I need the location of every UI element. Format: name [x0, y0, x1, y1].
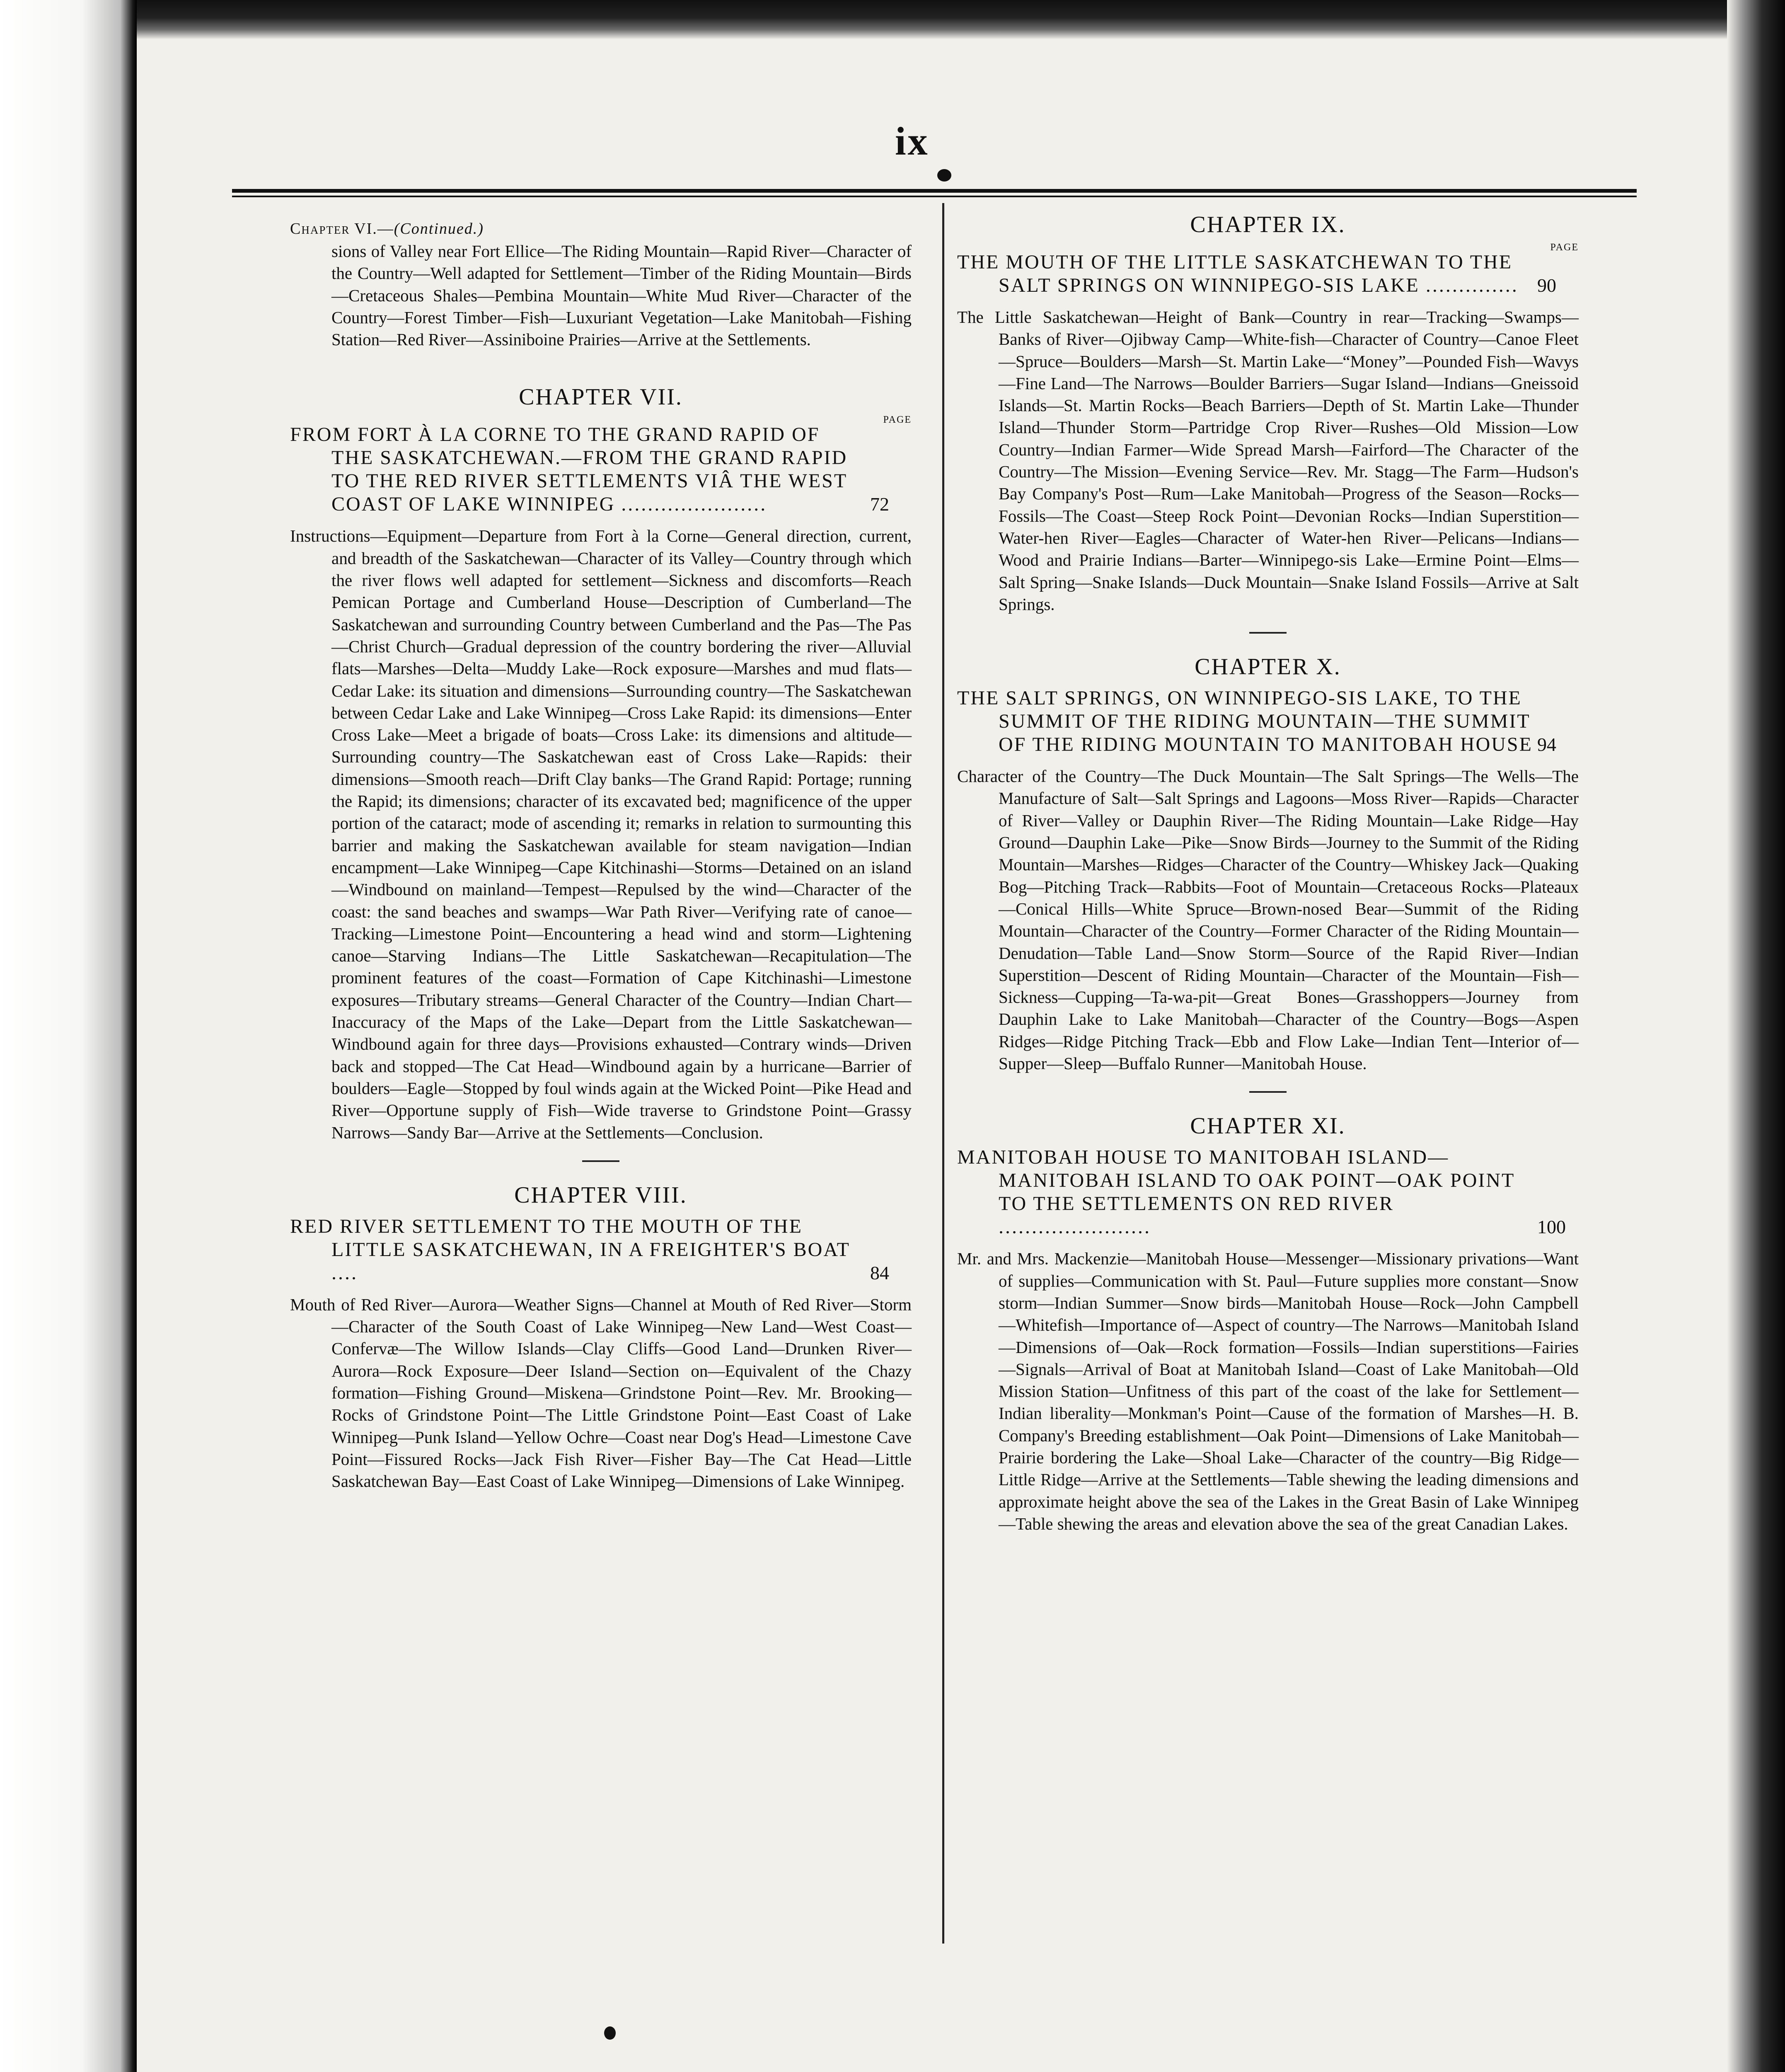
header-rule-thick	[232, 189, 1637, 193]
header-rule-thin	[232, 196, 1637, 197]
footer-dot	[604, 2026, 616, 2040]
chapter-synopsis: Mouth of Red River—Aurora—Weather Signs—Channel at Mouth of Red River—Storm—Character of the South Coast of Lake Winnipeg—New Land—West Coast—Confervæ—The Willow Islands—Clay Cliffs—Good Land—Drunken River—Aurora—Rock Exposure—Deer Island—Section on—Equivalent of the Chazy formation—Fishing Ground—Miskena—Grindstone Point—Rev. Mr. Brooking—Rocks of Grindstone Point—The Little Grindstone Point—East Coast of Lake Winnipeg—Punk Island—Yellow Ochre—Coast near Dog's Head—Limestone Cave Point—Fissured Rocks—Jack Fish River—Fisher Bay—The Cat Head—Little Saskatchewan Bay—East Coast of Lake Winnipeg—Dimensions of Lake Winnipeg.	[290, 1295, 912, 1491]
right-column	[957, 211, 1579, 1535]
chapter-title-text: MANITOBAH HOUSE TO MANITOBAH ISLAND—MANITOBAH ISLAND TO OAK POINT—OAK POINT TO THE SETTLEMENTS ON RED RIVER	[957, 1146, 1515, 1215]
page-number-dot	[937, 169, 951, 182]
scan-border-top	[137, 0, 1785, 39]
page-tag: PAGE	[883, 414, 912, 426]
chapter-title: THE SALT SPRINGS, ON WINNIPEGO-SIS LAKE, TO THE SUMMIT OF THE RIDING MOUNTAIN—THE SUMMIT OF THE RIDING MOUNTAIN TO MANITOBAH HOUSE 94	[957, 687, 1556, 756]
chapter-heading: CHAPTER VIII.	[514, 1182, 687, 1208]
chapter-viii	[290, 1182, 912, 1493]
dot-leader: ......................	[621, 493, 767, 516]
chapter-title: THE MOUTH OF THE LITTLE SASKATCHEWAN TO THE SALT SPRINGS ON WINNIPEGO-SIS LAKE .............. 90	[957, 251, 1556, 296]
chapter-x	[957, 654, 1579, 1075]
scan-border-left	[0, 0, 137, 2072]
page-number: ix	[895, 119, 929, 163]
chapter-heading: CHAPTER VII.	[519, 384, 683, 410]
chapter-ix	[957, 211, 1579, 615]
chapter-title-text: RED RIVER SETTLEMENT TO THE MOUTH OF THE LITTLE SASKATCHEWAN, IN A FREIGHTER'S BOAT	[290, 1215, 850, 1261]
scan-border-right	[1727, 0, 1785, 2072]
chapter-title: MANITOBAH HOUSE TO MANITOBAH ISLAND—MANITOBAH ISLAND TO OAK POINT—OAK POINT TO THE SETTLEMENTS ON RED RIVER ....................... 100	[957, 1146, 1566, 1238]
chapter-divider	[1249, 632, 1287, 634]
continued-heading	[290, 220, 912, 238]
chapter-heading: CHAPTER IX.	[1190, 212, 1346, 237]
dot-leader: ..............	[1425, 274, 1519, 296]
chapter-vii	[290, 384, 912, 1143]
dot-leader: .......................	[999, 1216, 1151, 1238]
continued-label-italic: (Continued.)	[394, 220, 484, 237]
chapter-title: RED RIVER SETTLEMENT TO THE MOUTH OF THE LITTLE SASKATCHEWAN, IN A FREIGHTER'S BOAT .... 84	[290, 1215, 889, 1284]
dot-leader: ....	[331, 1261, 358, 1284]
chapter-title-text: FROM FORT À LA CORNE TO THE GRAND RAPID OF THE SASKATCHEWAN.—FROM THE GRAND RAPID TO THE RED RIVER SETTLEMENTS VIÂ THE WEST COAST OF LAKE WINNIPEG	[290, 424, 848, 516]
chapter-title-text: THE MOUTH OF THE LITTLE SASKATCHEWAN TO THE SALT SPRINGS ON WINNIPEGO-SIS LAKE	[957, 251, 1513, 296]
chapter-title: FROM FORT À LA CORNE TO THE GRAND RAPID OF THE SASKATCHEWAN.—FROM THE GRAND RAPID TO THE RED RIVER SETTLEMENTS VIÂ THE WEST COAST OF LAKE WINNIPEG ...................... 72	[290, 424, 889, 516]
chapter-synopsis: Mr. and Mrs. Mackenzie—Manitobah House—Messenger—Missionary privations—Want of supplies—Communication with St. Paul—Future supplies more constant—Snow storm—Indian Summer—Snow birds—Manitobah House—Rock—John Campbell—Whitefish—Importance of—Aspect of country—The Narrows—Manitobah Island—Dimensions of—Oak—Rock formation—Fossils—Indian superstitions—Fairies—Signals—Arrival of Boat at Manitobah Island—Coast of Lake Manitobah—Old Mission Station—Unfitness of this part of the coast of the lake for Settlement—Indian liberality—Monkman's Point—Cause of the formation of Marshes—H. B. Company's Breeding establishment—Oak Point—Dimensions of Lake Manitobah—Prairie bordering the Lake—Shoal Lake—Character of the country—Big Ridge—Little Ridge—Arrive at the Settlements—Table shewing the leading dimensions and approximate height above the sea of the Lakes in the Great Basin of Lake Winnipeg—Table shewing the areas and elevation above the sea of the great Canadian Lakes.	[957, 1249, 1579, 1533]
chapter-xi	[957, 1113, 1579, 1535]
chapter-heading: CHAPTER XI.	[1190, 1113, 1346, 1139]
chapter-synopsis: The Little Saskatchewan—Height of Bank—Country in rear—Tracking—Swamps—Banks of River—Ojibway Camp—White-fish—Character of Country—Canoe Fleet—Spruce—Boulders—Marsh—St. Martin Lake—“Money”—Pounded Fish—Wavys—Fine Land—The Narrows—Boulder Barriers—Sugar Island—Indians—Gneissoid Islands—St. Martin Rocks—Beach Barriers—Depth of St. Martin Lake—Thunder Island—Thunder Storm—Partridge Crop River—Rushes—Old Mission—Low Country—Indian Farmer—Wide Spread Marsh—Fairford—The Character of the Country—The Mission—Evening Service—Rev. Mr. Stagg—The Farm—Hudson's Bay Company's Post—Rum—Lake Manitobah—Progress of the Season—Rocks—Fossils—The Coast—Steep Rock Point—Devonian Rocks—Indian Superstition—Water-hen River—Eagles—Character of Water-hen River—Pelicans—Indians—Wood and Prairie Indians—Barter—Winnipego-sis Lake—Ermine Point—Elms—Salt Spring—Snake Islands—Duck Mountain—Snake Island Fossils—Arrive at Salt Springs.	[957, 307, 1579, 614]
left-column	[290, 220, 912, 1492]
chapter-title-text: THE SALT SPRINGS, ON WINNIPEGO-SIS LAKE, TO THE SUMMIT OF THE RIDING MOUNTAIN—THE SUMMIT OF THE RIDING MOUNTAIN TO MANITOBAH HOUSE	[957, 687, 1533, 756]
chapter-divider	[582, 1160, 619, 1162]
chapter-synopsis: Instructions—Equipment—Departure from Fort à la Corne—General direction, current, and breadth of the Saskatchewan—Character of its Valley—Country through which the river flows well adapted for settlement—Sickness and discomforts—Reach Pemican Portage and Cumberland House—Description of Cumberland—The Saskatchewan and surrounding Country between Cumberland and the Pas—The Pas—Christ Church—Gradual depression of the country bordering the river—Alluvial flats—Marshes—Delta—Muddy Lake—Rock exposure—Marshes and mud flats—Cedar Lake: its situation and dimensions—Surrounding country—The Saskatchewan between Cedar Lake and Lake Winnipeg—Cross Lake Rapid: its dimensions—Enter Cross Lake—Meet a brigade of boats—Cross Lake: its dimensions and altitude—Surrounding country—The Saskatchewan east of Cross Lake—Rapids: their dimensions—Smooth reach—Drift Clay banks—The Grand Rapid: Portage; running the Rapid; its dimensions; character of its excavated bed; magnificence of the upper portion of the cataract; mode of ascending it; remarks in relation to surmounting this barrier and making the Saskatchewan available for steam navigation—Indian encampment—Lake Winnipeg—Cape Kitchinashi—Storms—Detained on an island—Windbound on mainland—Tempest—Repulsed by the wind—Character of the coast: the sand beaches and swamps—War Path River—Verifying rate of canoe—Tracking—Limestone Point—Encountering a head wind and storm—Lightening canoe—Starving Indians—The Little Saskatchewan—Recapitulation—The prominent features of the coast—Formation of Cape Kitchinashi—Limestone exposures—Tributary streams—General Character of the Country—Indian Chart—Inaccuracy of the Maps of the Lake—Depart from the Little Saskatchewan—Windbound again for three days—Provisions exhausted—Contrary winds—Driven back and stopped—The Cat Head—Windbound again by a hurricane—Barrier of boulders—Eagle—Stopped by foul winds again at the Wicked Point—Pike Head and River—Opportune supply of Fish—Wide traverse to Grindstone Point—Grassy Narrows—Sandy Bar—Arrive at the Settlements—Conclusion.	[290, 526, 912, 1142]
column-divider	[942, 203, 944, 1944]
continued-label: Chapter VI.—	[290, 220, 394, 237]
chapter-synopsis: Character of the Country—The Duck Mountain—The Salt Springs—The Wells—The Manufacture of Salt—Salt Springs and Lagoons—Moss River—Rapids—Character of River—Valley or Dauphin River—The Riding Mountain—Lake Ridge—Hay Ground—Dauphin Lake—Pike—Snow Birds—Journey to the Summit of the Riding Mountain—Marshes—Ridges—Character of the Country—Whiskey Jack—Quaking Bog—Pitching Track—Rabbits—Foot of Mountain—Cretaceous Rocks—Plateaux—Conical Hills—White Spruce—Brown-nosed Bear—Summit of the Riding Mountain—Character of the Country—Former Character of the Riding Mountain—Denudation—Table Land—Snow Storm—Source of the Rapid River—Indian Superstition—Descent of Riding Mountain—Character of the Mountain—Fish—Sickness—Cupping—Ta-wa-pit—Great Bones—Grasshoppers—Journey from Dauphin Lake to Lake Manitobah—Character of the Country—Bogs—Aspen Ridges—Ridge Pitching Track—Ebb and Flow Lake—Indian Tent—Interior of—Supper—Sleep—Buffalo Runner—Manitobah House.	[957, 767, 1579, 1073]
chapter-heading: CHAPTER X.	[1195, 654, 1341, 680]
chapter-divider	[1249, 1091, 1287, 1093]
continued-synopsis: sions of Valley near Fort Ellice—The Riding Mountain—Rapid River—Character of the Country—Well adapted for Settlement—Timber of the Riding Mountain—Birds—Cretaceous Shales—Pembina Mountain—White Mud River—Character of the Country—Forest Timber—Fish—Luxuriant Vegetation—Lake Manitobah—Fishing Station—Red River—Assiniboine Prairies—Arrive at the Settlements.	[331, 242, 912, 349]
page-tag: PAGE	[1550, 242, 1579, 253]
